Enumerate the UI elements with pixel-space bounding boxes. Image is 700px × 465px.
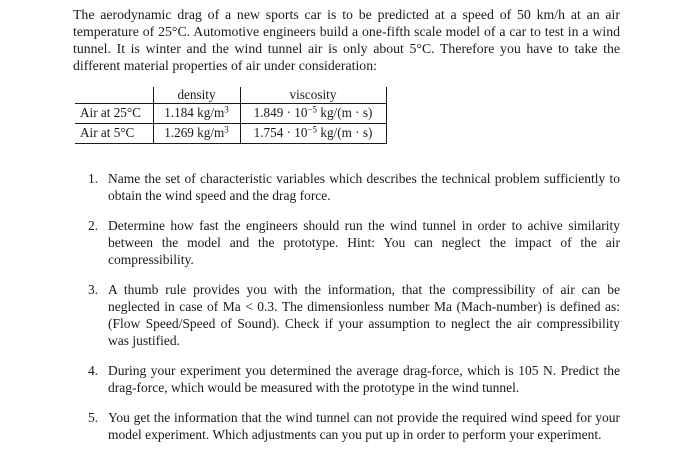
question-text: Determine how fast the engineers should run the wind tunnel in order to achive similarity between the model and the prototype. Hint: You can neglect the impact of the air compressibility. [108, 217, 620, 267]
viscosity-unit-text: kg/(m · s) [317, 125, 373, 140]
question-item-5 [73, 409, 620, 443]
density-value-air-5c [153, 123, 240, 143]
table-row-air-5c [75, 123, 386, 143]
viscosity-unit-text: kg/(m · s) [317, 105, 373, 120]
viscosity-base-text: 1.754 · 10 [253, 125, 308, 140]
question-text: Name the set of characteristic variables which describes the technical problem sufficiently to obtain the wind speed and the drag force. [108, 170, 620, 203]
viscosity-value-air-5c [240, 123, 386, 143]
question-number: 2. [88, 217, 99, 233]
questions-list [73, 170, 620, 443]
table-header-row [75, 87, 386, 103]
table-row-air-25c [75, 103, 386, 123]
table-header-empty [75, 87, 153, 103]
question-number: 5. [88, 409, 99, 425]
question-item-3 [73, 281, 620, 349]
question-number: 3. [88, 281, 99, 297]
question-number: 4. [88, 362, 99, 378]
density-base-text: 1.184 kg/m [164, 105, 225, 120]
density-value-air-25c [153, 103, 240, 123]
question-item-4 [73, 362, 620, 396]
row-label-air-25c: Air at 25°C [75, 103, 153, 123]
table-header-density: density [153, 87, 240, 103]
question-text: During your experiment you determined the average drag-force, which is 105 N. Predict the drag-force, which would be measured with the prototype in the wind tunnel. [108, 362, 620, 395]
viscosity-exponent: −5 [307, 124, 318, 135]
intro-paragraph: The aerodynamic drag of a new sports car is to be predicted at a speed of 50 km/h at an air temperature of 25°C. Automotive engineers build a one-fifth scale model of a car to test in a wind tunnel. It is winter and the wind tunnel air is only about 5°C. Therefore you have to take the different material properties of air under consideration: [73, 7, 620, 73]
question-text: A thumb rule provides you with the information, that the compressibility of air can be neglected in case of Ma < 0.3. The dimensionless number Ma (Mach-number) is defined as: (Flow Speed/Speed of Sound). Check if your assumption to neglect the air compressibility was justified. [108, 281, 620, 348]
viscosity-base-text: 1.849 · 10 [253, 105, 308, 120]
row-label-air-5c: Air at 5°C [75, 123, 153, 143]
air-properties-table [75, 87, 387, 144]
density-base-text: 1.269 kg/m [164, 125, 225, 140]
question-text: You get the information that the wind tunnel can not provide the required wind speed for your model experiment. Which adjustments can you put up in order to perform your experiment. [108, 409, 620, 442]
viscosity-value-air-25c [240, 103, 386, 123]
density-exponent: 3 [224, 124, 229, 135]
table-header-viscosity: viscosity [240, 87, 386, 103]
density-exponent: 3 [224, 104, 229, 115]
viscosity-exponent: −5 [307, 104, 318, 115]
question-item-2 [73, 217, 620, 268]
question-item-1 [73, 170, 620, 204]
question-number: 1. [88, 170, 99, 186]
